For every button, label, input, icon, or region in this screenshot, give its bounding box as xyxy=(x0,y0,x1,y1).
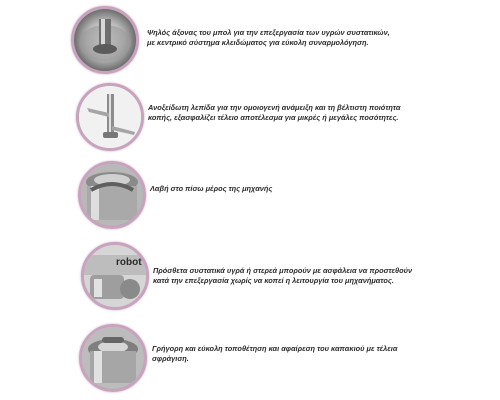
feature-rear-handle xyxy=(0,160,500,240)
feature-caption: Ψηλός άξονας του μπολ για την επεξεργασία των υγρών συστατικών, με κεντρικό σύστημα κλειδώματος για εύκολη συναρμολόγηση. xyxy=(147,28,390,47)
feature-caption: Ανοξείδωτη λεπίδα για την ομοιογενή ανάμειξη και τη βέλτιστη ποιότητα κοπής, εξασφαλίζει τέλειο αποτέλεσμα για μικρές ή μεγάλες ποσότητες. xyxy=(148,103,401,122)
feature-caption: Λαβή στο πίσω μέρος της μηχανής xyxy=(150,184,273,193)
feature-lid xyxy=(0,320,500,400)
rear-handle-photo-icon xyxy=(78,161,146,229)
feature-caption: Γρήγορη και εύκολη τοποθέτηση και αφαίρεση του καπακιού με τέλεια σφράγιση. xyxy=(152,344,398,363)
machine-side-photo-icon xyxy=(81,242,149,310)
feature-bowl-shaft xyxy=(0,0,500,80)
feature-add-ingredients xyxy=(0,240,500,320)
feature-caption: Πρόσθετα συστατικά υγρά ή στερεά μπορούν με ασφάλεια να προστεθούν κατά την επεξεργασία χωρίς να κοπεί η λειτουργία του μηχανήματος. xyxy=(153,266,413,285)
feature-blade xyxy=(0,80,500,160)
lid-photo-icon xyxy=(79,324,147,392)
blade-photo-icon xyxy=(76,83,144,151)
bowl-shaft-photo-icon xyxy=(71,6,139,74)
photo-brand-label: robot xyxy=(116,257,142,268)
